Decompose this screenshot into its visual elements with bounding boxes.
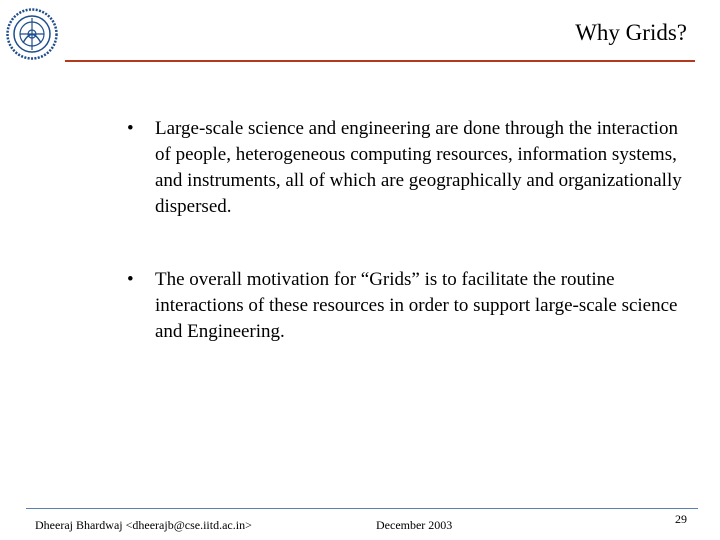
bullet-text: Large-scale science and engineering are done through the interaction of people, heterogeneous computing resources, information systems, and instruments, all of which are geographically and organizationally dispersed.	[155, 118, 682, 217]
bullet-text: The overall motivation for “Grids” is to facilitate the routine interactions of these resources in order to support large-scale science and Engineering.	[155, 269, 678, 342]
title-underline	[65, 60, 695, 62]
footer-date: December 2003	[376, 518, 453, 532]
footer-author: Dheeraj Bhardwaj <dheerajb@cse.iitd.ac.in>	[35, 518, 252, 532]
bullet-item	[125, 267, 685, 345]
footer-divider	[26, 508, 698, 509]
page-number: 29	[675, 512, 687, 526]
bullet-mark: •	[127, 118, 134, 139]
institute-emblem-icon	[6, 8, 58, 60]
slide-title: Why Grids?	[575, 20, 687, 45]
bullet-list	[125, 116, 685, 345]
bullet-mark: •	[127, 269, 134, 290]
bullet-item	[125, 116, 685, 220]
